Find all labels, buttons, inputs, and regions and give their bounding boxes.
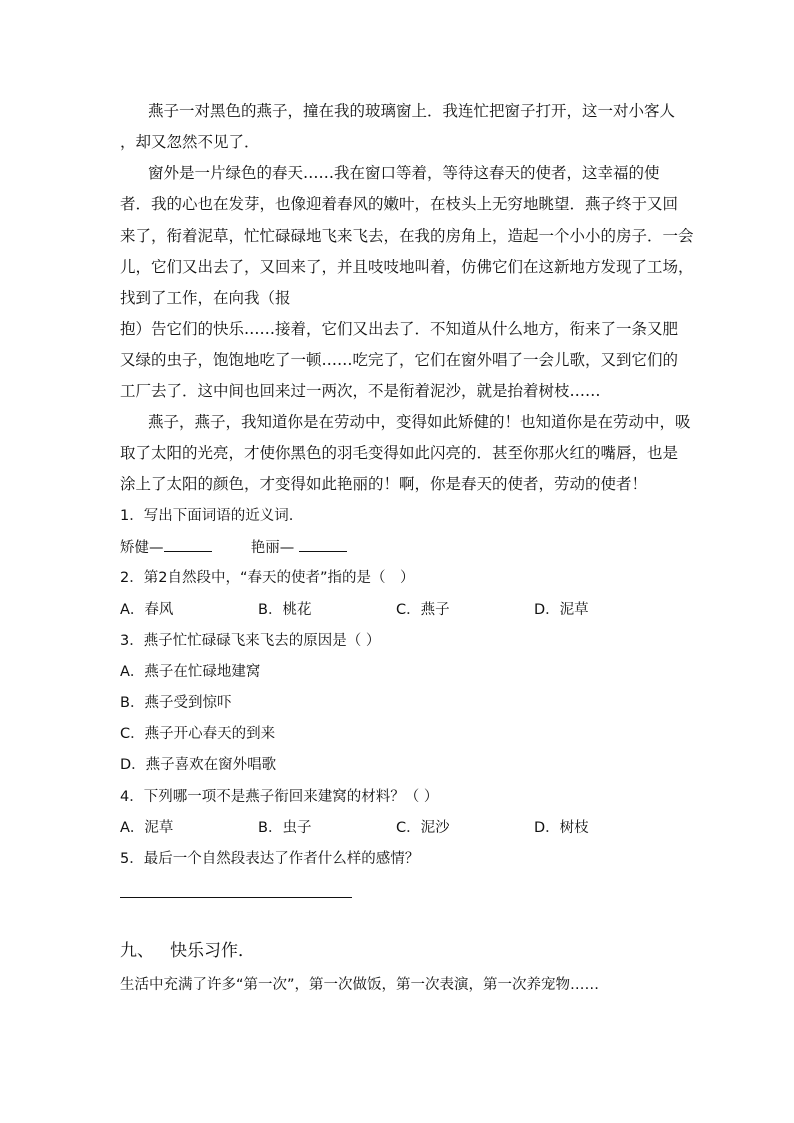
question-4-prompt: 4．下列哪一项不是燕子衔回来建窝的材料？（ ）	[120, 789, 439, 805]
answer-blank-2[interactable]	[299, 537, 347, 552]
passage-line: 找到了工作，在向我（报	[120, 289, 291, 307]
section-9-text: 生活中充满了许多“第一次”，第一次做饭，第一次表演，第一次养宠物……	[120, 977, 600, 993]
section-title: 快乐习作．	[170, 941, 255, 961]
section-heading	[120, 940, 255, 962]
question-1-answers	[120, 537, 680, 558]
question-3-option-b[interactable]: B．燕子受到惊吓	[120, 695, 232, 711]
question-2-option-c[interactable]: C．燕子	[396, 602, 450, 618]
question-4-option-a[interactable]: A．泥草	[120, 820, 174, 836]
passage-line: 儿，它们又出去了，又回来了，并且吱吱地叫着，仿佛它们在这新地方发现了工场，	[120, 258, 694, 276]
passage-line: 窗外是一片绿色的春天……我在窗口等着，等待这春天的使者，这幸福的使	[148, 164, 660, 182]
answer-blank-1[interactable]	[164, 537, 212, 552]
passage-line: 来了，衔着泥草，忙忙碌碌地飞来飞去，在我的房角上，造起一个小小的房子．一会	[120, 227, 694, 245]
passage-line: 抱）告它们的快乐……接着，它们又出去了．不知道从什么地方，衔来了一条又肥	[120, 320, 679, 338]
passage-line: 工厂去了．这中间也回来过一两次，不是衔着泥沙，就是抬着树枝……	[120, 382, 601, 400]
question-2-prompt: 2．第2自然段中，“春天的使者”指的是（ ）	[120, 570, 415, 586]
question-2-option-a[interactable]: A．春风	[120, 602, 174, 618]
question-4-option-b[interactable]: B．虫子	[258, 820, 312, 836]
passage-line: 燕子一对黑色的燕子，撞在我的玻璃窗上．我连忙把窗子打开，这一对小客人	[148, 102, 676, 120]
section-number: 九、	[120, 941, 154, 961]
question-2-option-d[interactable]: D．泥草	[534, 602, 589, 618]
passage-line: 燕子，燕子，我知道你是在劳动中，变得如此矫健的！也知道你是在劳动中，吸	[148, 413, 691, 431]
synonym-word-1: 矫健—	[120, 540, 164, 556]
question-3-prompt: 3．燕子忙忙碌碌飞来飞去的原因是（ ）	[120, 633, 381, 649]
question-4-option-c[interactable]: C．泥沙	[396, 820, 450, 836]
passage-line: 涂上了太阳的颜色，才变得如此艳丽的！啊，你是春天的使者，劳动的使者！	[120, 475, 648, 493]
passage-line: ，却又忽然不见了．	[120, 133, 260, 151]
passage-line: 又绿的虫子，饱饱地吃了一顿……吃完了，它们在窗外唱了一会儿歌，又到它们的	[120, 351, 679, 369]
passage-line: 取了太阳的光亮，才使你黑色的羽毛变得如此闪亮的．甚至你那火红的嘴唇，也是	[120, 444, 679, 462]
synonym-word-2: 艳丽—	[250, 540, 295, 556]
question-3-option-d[interactable]: D．燕子喜欢在窗外唱歌	[120, 757, 277, 773]
question-3-option-c[interactable]: C．燕子开心春天的到来	[120, 726, 276, 742]
question-1-prompt: 1．写出下面词语的近义词.	[120, 508, 294, 524]
passage-line: 者．我的心也在发芽，也像迎着春风的嫩叶，在枝头上无穷地眺望．燕子终于又回	[120, 195, 679, 213]
question-3-option-a[interactable]: A．燕子在忙碌地建窝	[120, 664, 261, 680]
question-2-option-b[interactable]: B．桃花	[258, 602, 312, 618]
question-4-option-d[interactable]: D．树枝	[534, 820, 589, 836]
answer-line-5[interactable]	[120, 897, 352, 898]
question-5-prompt: 5．最后一个自然段表达了作者什么样的感情？	[120, 851, 420, 867]
